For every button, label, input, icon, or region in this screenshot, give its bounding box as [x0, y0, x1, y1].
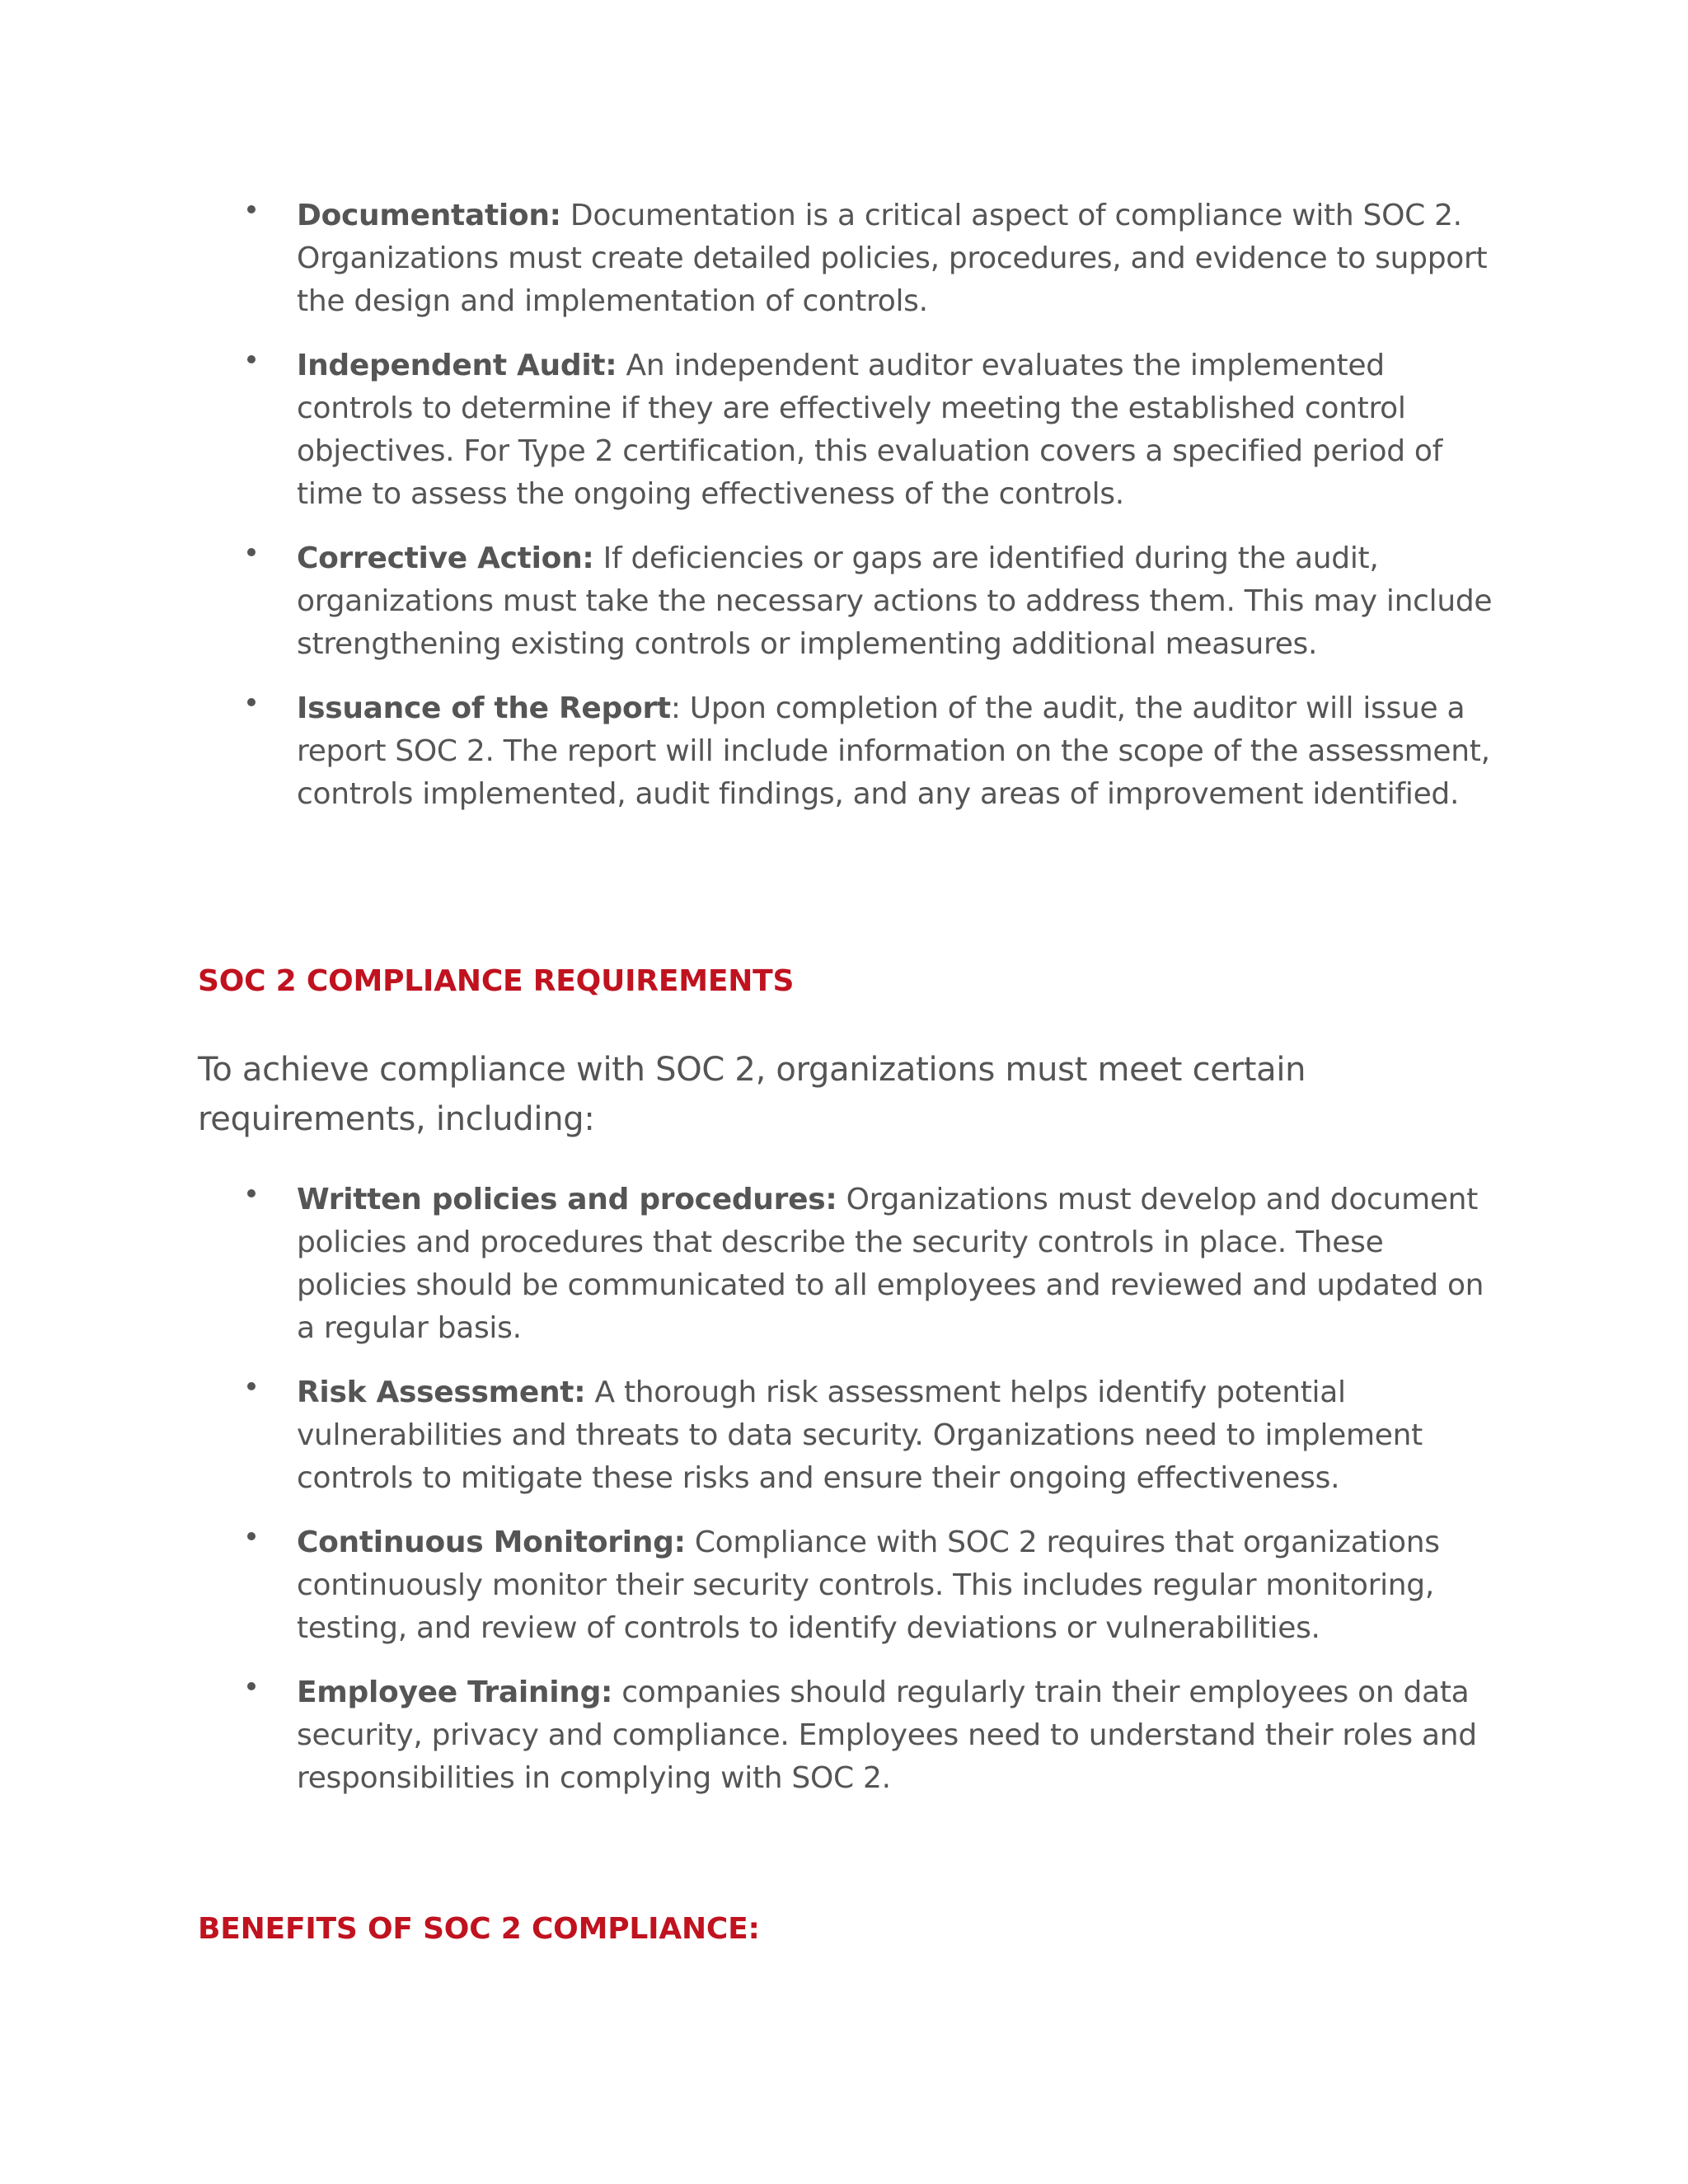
bullet-icon: [247, 548, 256, 556]
list-item-term: Employee Training:: [297, 1675, 613, 1709]
list-item-text: A thorough risk assessment helps identify potential vulnerabilities and threats to data security. Organizations need to implement controls to mitigate these risks and ensure their ongoing effectiveness.: [297, 1376, 1423, 1495]
list-item: [243, 687, 1496, 816]
list-item-term: Independent Audit:: [297, 349, 617, 382]
bullet-icon: [247, 1682, 256, 1690]
list-item-text: Organizations must develop and document policies and procedures that describe the security controls in place. These policies should be communicated to all employees and reviewed and updated on a regular basis.: [297, 1183, 1484, 1345]
list-item-text: An independent auditor evaluates the implemented controls to determine if they are effectively meeting the established control objectives. For Type 2 certification, this evaluation covers a specified period of time to assess the ongoing effectiveness of the controls.: [297, 349, 1443, 511]
bullet-icon: [247, 698, 256, 706]
list-item: [243, 1521, 1496, 1650]
list-item: [243, 344, 1496, 516]
bullet-icon: [247, 1189, 256, 1197]
list-item: [243, 194, 1496, 323]
list-item: [243, 1179, 1496, 1350]
list-item-term: Risk Assessment:: [297, 1376, 586, 1409]
list-item-term: Corrective Action:: [297, 541, 594, 575]
section-heading-requirements: SOC 2 COMPLIANCE REQUIREMENTS: [198, 964, 795, 998]
list-item: [243, 537, 1496, 666]
list-item-text: Documentation is a critical aspect of compliance with SOC 2. Organizations must create detailed policies, procedures, and evidence to support the design and implementation of controls.: [297, 199, 1488, 318]
list-item-term: Documentation:: [297, 199, 561, 232]
list-item-term: Continuous Monitoring:: [297, 1526, 686, 1559]
bullet-icon: [247, 355, 256, 363]
section-intro: To achieve compliance with SOC 2, organizations must meet certain requirements, including:: [198, 1051, 1306, 1138]
bullet-icon: [247, 1382, 256, 1390]
list-item-term: Written policies and procedures:: [297, 1183, 837, 1216]
list-item-text: Compliance with SOC 2 requires that organizations continuously monitor their security controls. This includes regular monitoring, testing, and review of controls to identify deviations or vulnerabilities.: [297, 1526, 1440, 1645]
list-item: [243, 1671, 1496, 1800]
requirements-list: [243, 1179, 1496, 1821]
list-item-term: Issuance of the Report: [297, 691, 671, 725]
audit-process-list: [243, 194, 1496, 837]
list-item-text: If deficiencies or gaps are identified during the audit, organizations must take the necessary actions to address them. This may include strengthening existing controls or implementing additional measures.: [297, 541, 1493, 661]
list-item-text: companies should regularly train their employees on data security, privacy and compliance. Employees need to understand their roles and responsibilities in complying with SOC 2.: [297, 1675, 1477, 1795]
bullet-icon: [247, 205, 256, 213]
list-item-text: : Upon completion of the audit, the auditor will issue a report SOC 2. The report will include information on the scope of the assessment, controls implemented, audit findings, and any areas of improvement identified.: [297, 691, 1490, 811]
section-heading-benefits: BENEFITS OF SOC 2 COMPLIANCE:: [198, 1912, 760, 1946]
bullet-icon: [247, 1532, 256, 1540]
list-item: [243, 1371, 1496, 1500]
